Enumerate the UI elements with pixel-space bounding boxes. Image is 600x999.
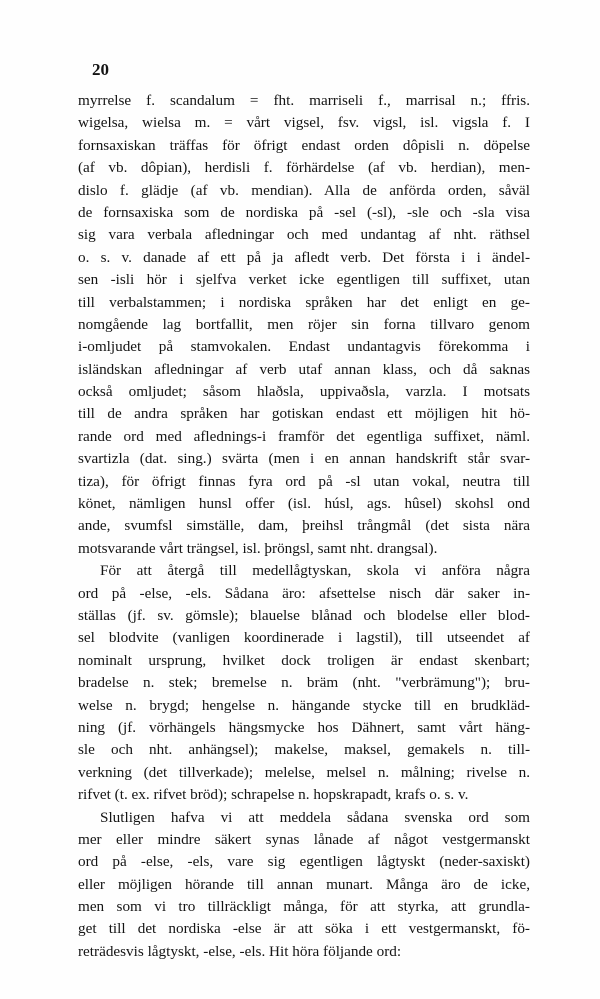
text-line: ställas (jf. sv. gömsle); blauelse blånad och blodelse eller blod- — [78, 606, 530, 624]
text-line: ning (jf. vörhängels hängsmycke hos Dähnert, samt vårt häng- — [78, 718, 530, 736]
text-line: ord på -else, -els. Sådana äro: afsettelse nisch där saker in- — [78, 584, 530, 602]
text-line: ord på -else, -els, vare sig egentligen lågtyskt (neder-saxiskt) — [78, 853, 530, 871]
text-line: get till det nordiska -else är att söka i ett vestgermanskt, fö- — [78, 920, 530, 938]
text-line: de fornsaxiska som de nordiska på -sel (-sl), -sle och -sla visa — [78, 203, 530, 221]
text-line: myrrelse f. scandalum = fht. marriseli f., marrisal n.; ffris. — [78, 92, 530, 109]
text-line: verkning (det tillverkade); melelse, melsel n. målning; rivelse n. — [78, 763, 530, 781]
text-line: mer eller mindre säkert synas lånade af något vestgermanskt — [78, 830, 530, 848]
text-line: fornsaxiskan träffas för öfrigt endast orden dôpisli n. döpelse — [78, 136, 530, 154]
text-line: o. s. v. danade af ett på ja afledt verb. Det första i i ändel- — [78, 248, 530, 266]
text-line: sle och nht. anhängsel); makelse, maksel, gemakels n. till- — [78, 741, 530, 759]
text-line: till de andra språken har gotiskan endast ett möjligen hit hö- — [78, 405, 530, 423]
text-line: eller möjligen hörande till annan munart. Många äro de icke, — [78, 875, 530, 893]
text-line: till verbalstammen; i nordiska språken har det enligt en ge- — [78, 293, 530, 311]
text-line: motsvarande vårt trängsel, isl. þröngsl, samt nht. drangsal). — [78, 539, 438, 557]
text-line: ande, svumfsl simställe, dam, þreihsl trångmål (det sista nära — [78, 517, 530, 535]
text-line: sen -isli hör i sjelfva verket icke egentligen till suffixet, utan — [78, 271, 530, 289]
text-line: rifvet (t. ex. rifvet bröd); schrapelse n. hopskrapadt, krafs o. s. v. — [78, 786, 469, 804]
text-line: också omljudet; såsom hlaðsla, uppivaðsla, varzla. I motsats — [78, 383, 530, 401]
text-line: sel blodvite (vanligen koordinerade i lagstil), till utseendet af — [78, 629, 530, 647]
text-line: sig vara verbala afledningar och med undantag af nht. räthsel — [78, 226, 530, 244]
text-line: nominalt ursprung, hvilket dock troligen är endast skenbart; — [78, 651, 530, 669]
text-line: bradelse n. stek; bremelse n. bräm (nht. "verbrämung"); bru- — [78, 674, 530, 692]
text-line: i-omljudet på stamvokalen. Endast undantagvis förekomma i — [78, 338, 530, 356]
text-line: tiza), för öfrigt finnas fyra ord på -sl utan vokal, neutra till — [78, 472, 530, 490]
text-line: isländskan afledningar af verb utaf annan klass, och då saknas — [78, 360, 530, 378]
text-line: wigelsa, wielsa m. = vårt vigsel, fsv. vigsl, isl. vigsla f. I — [78, 114, 530, 132]
text-line: könet, nämligen hunsl offer (isl. húsl, ags. hûsel) skohsl ond — [78, 495, 530, 513]
text-line: nomgående lag bortfallit, men röjer sin forna tillvaro genom — [78, 315, 530, 333]
text-line: För att återgå till medellågtyskan, skola vi anföra några — [100, 562, 530, 580]
text-line: men som vi tro tillräckligt många, för att styrka, att grundla- — [78, 898, 530, 916]
body-text — [78, 90, 530, 963]
text-line: rande ord med aflednings-i framför det egentliga suffixet, näml. — [78, 427, 530, 445]
text-line: welse n. brygd; hengelse n. hängande stycke till en brudkläd- — [78, 696, 530, 714]
page-number: 20 — [92, 60, 109, 79]
text-line: reträdesvis lågtyskt, -else, -els. Hit höra följande ord: — [78, 942, 402, 960]
text-line: dislo f. glädje (af vb. mendian). Alla de anförda orden, såväl — [78, 181, 530, 199]
text-line: (af vb. dôpian), herdisli f. förhärdelse (af vb. herdian), men- — [78, 159, 530, 177]
text-line: svartizla (dat. sing.) svärta (men i en annan handskrift står svar- — [78, 450, 530, 468]
text-line: Slutligen hafva vi att meddela sådana svenska ord som — [100, 808, 530, 826]
